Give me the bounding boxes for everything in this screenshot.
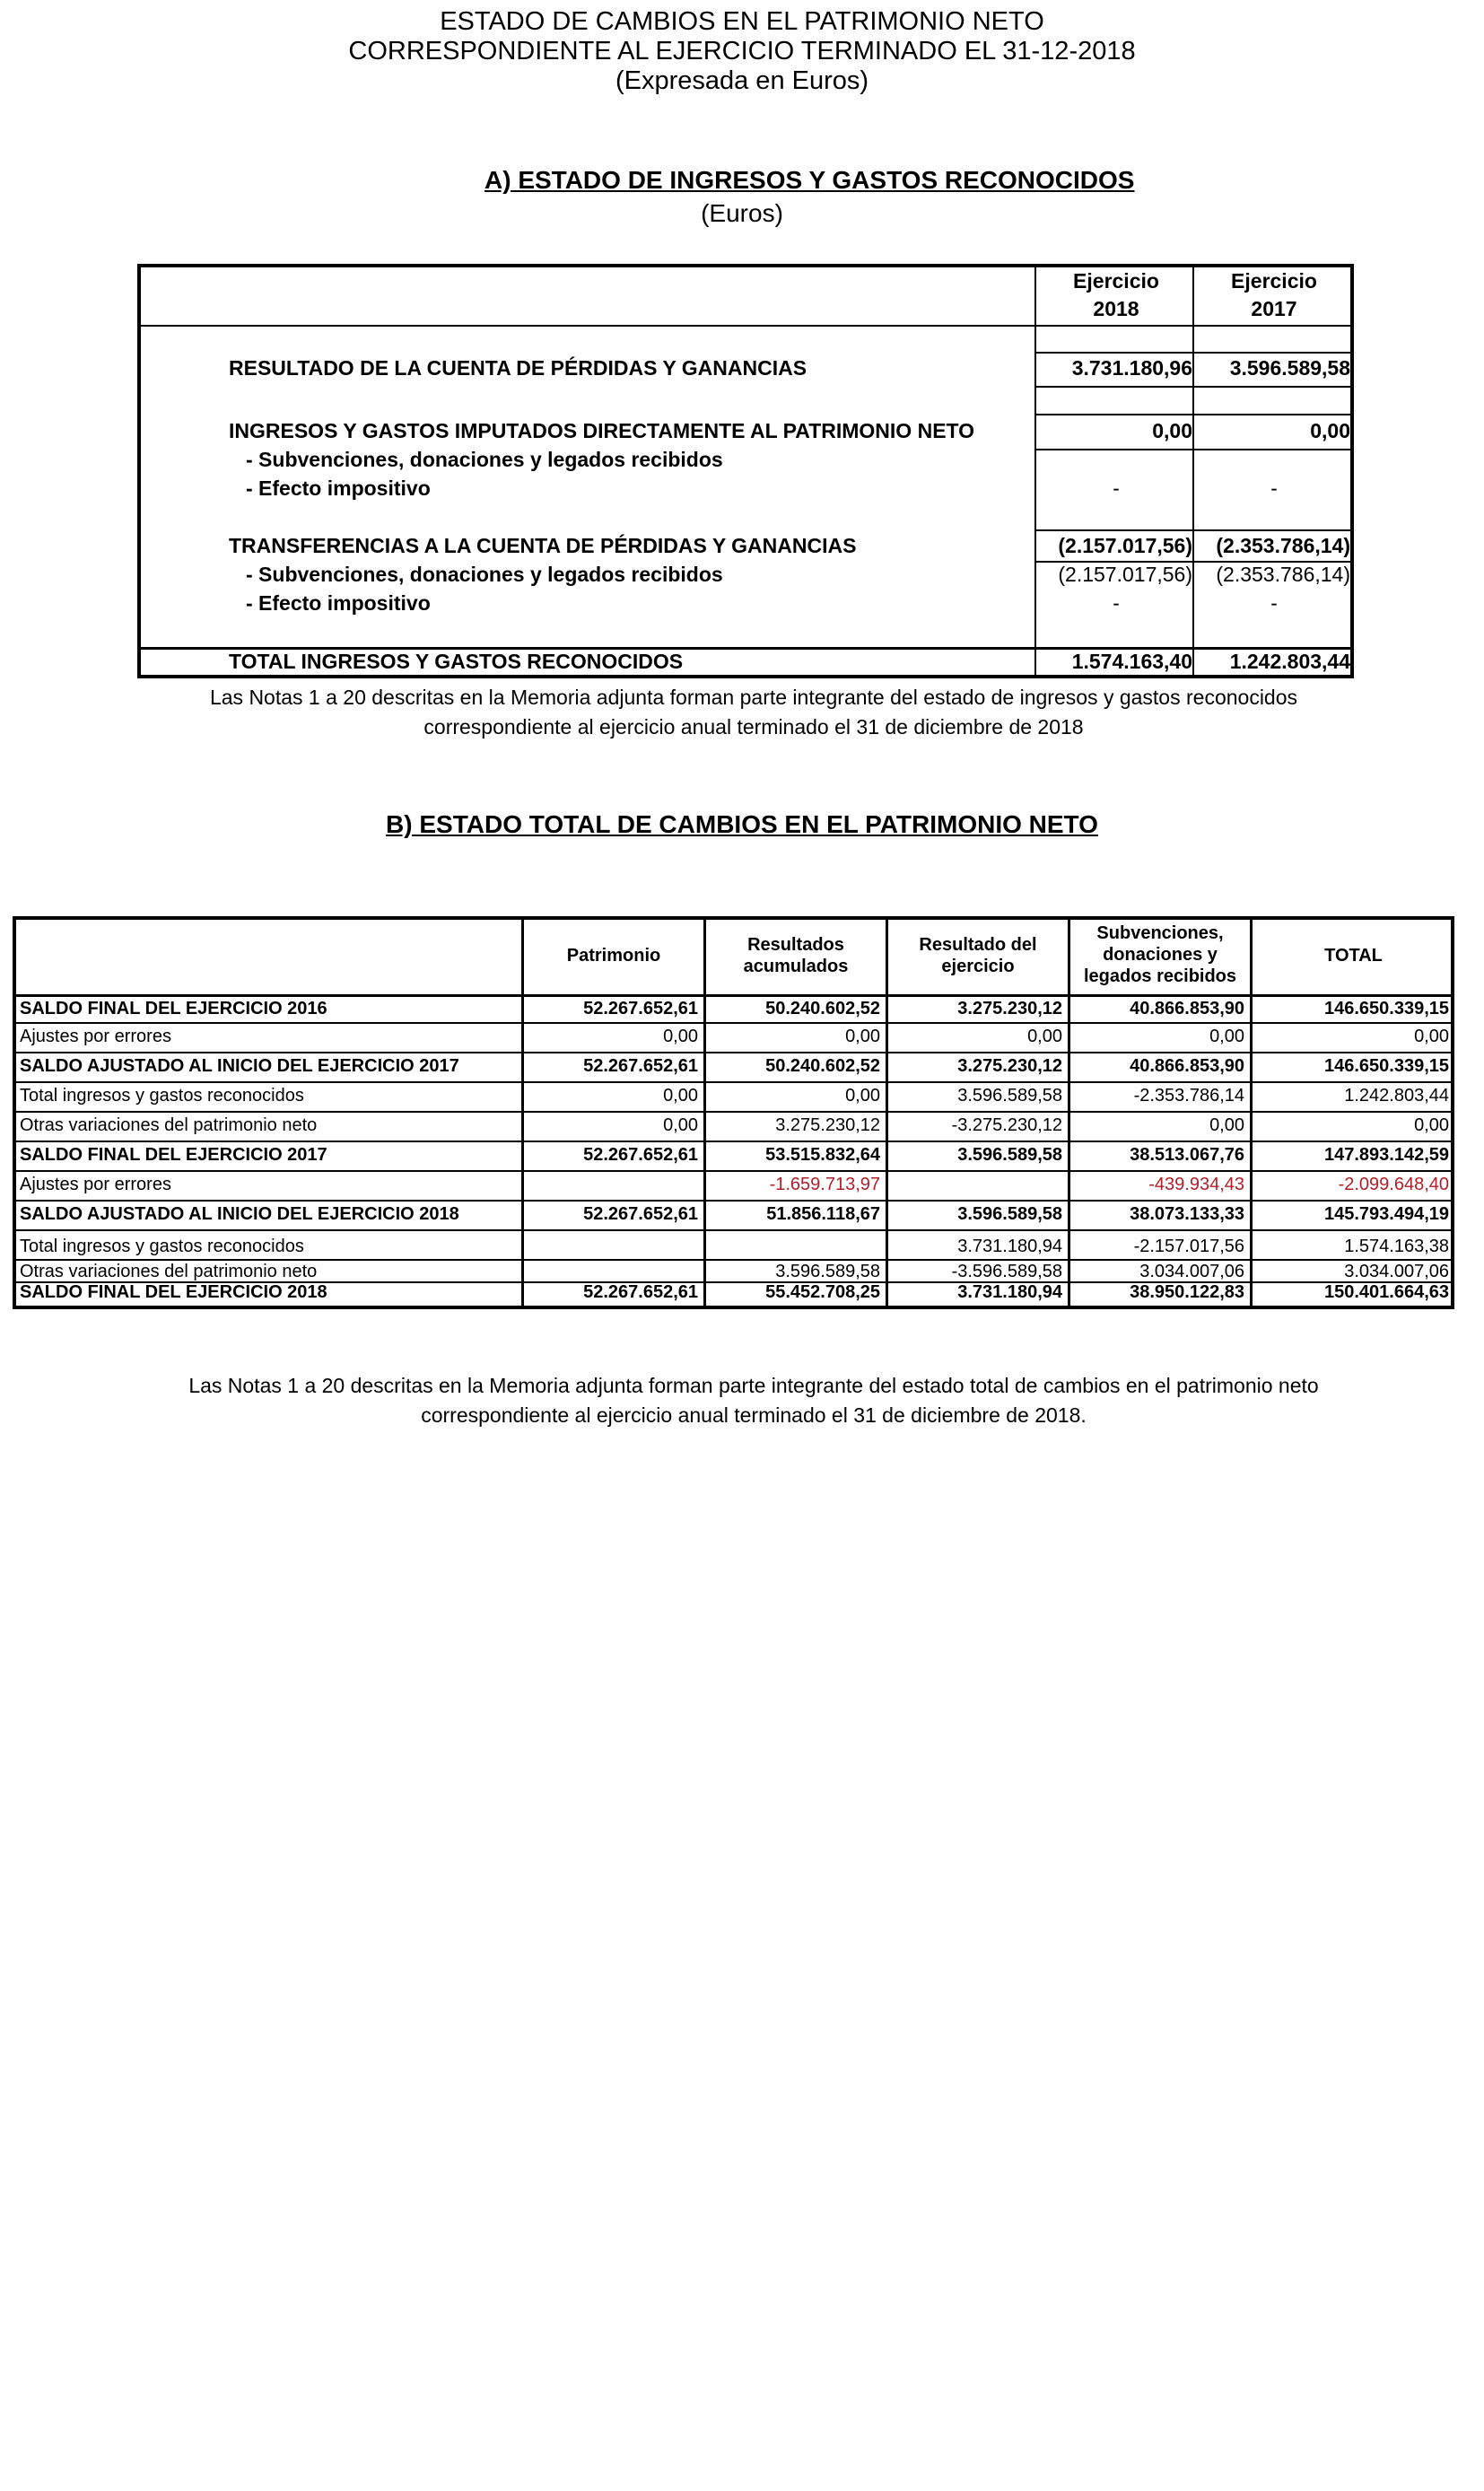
value-subv: 38.513.067,76 <box>1130 1145 1244 1165</box>
value-2017: 1.242.803,44 <box>1229 650 1350 673</box>
row-label: RESULTADO DE LA CUENTA DE PÉRDIDAS Y GANANCIAS <box>229 356 807 380</box>
row-label: Otras variaciones del patrimonio neto <box>20 1262 318 1281</box>
value-subv: 0,00 <box>1209 1115 1244 1135</box>
row-label: - Efecto impositivo <box>246 591 431 615</box>
value-patrimonio: 52.267.652,61 <box>583 1145 698 1165</box>
row-divider <box>16 1081 1451 1083</box>
value-total: 0,00 <box>1414 1027 1449 1046</box>
value-2018: 3.731.180,96 <box>1071 356 1192 380</box>
row-label: SALDO FINAL DEL EJERCICIO 2016 <box>20 999 327 1018</box>
row-divider <box>16 994 1451 997</box>
value-2017: 0,00 <box>1310 419 1350 442</box>
value-resultado: 3.596.589,58 <box>957 1204 1062 1224</box>
value-subv: -439.934,43 <box>1148 1175 1244 1194</box>
value-total: 150.401.664,63 <box>1323 1282 1449 1302</box>
value-resultados: 0,00 <box>845 1027 880 1046</box>
value-patrimonio: 52.267.652,61 <box>583 1056 698 1076</box>
row-label: SALDO FINAL DEL EJERCICIO 2018 <box>20 1282 327 1302</box>
value-2018: 0,00 <box>1152 419 1192 442</box>
row-label: Ajustes por errores <box>20 1027 171 1046</box>
value-resultado: 3.275.230,12 <box>957 999 1062 1018</box>
header-currency: (Expresada en Euros) <box>615 66 869 95</box>
row-divider <box>1034 449 1350 450</box>
income-expense-table <box>137 264 1354 678</box>
value-resultado: 3.596.589,58 <box>957 1145 1062 1165</box>
column-divider <box>703 920 706 1306</box>
value-resultados: 50.240.602,52 <box>765 999 880 1018</box>
header-title: ESTADO DE CAMBIOS EN EL PATRIMONIO NETO <box>440 7 1044 36</box>
row-label: SALDO AJUSTADO AL INICIO DEL EJERCICIO 2018 <box>20 1204 459 1224</box>
value-resultado: -3.596.589,58 <box>951 1262 1062 1281</box>
row-divider <box>16 1200 1451 1202</box>
row-label: - Efecto impositivo <box>246 476 431 500</box>
value-resultados: -1.659.713,97 <box>769 1175 880 1194</box>
row-label: SALDO FINAL DEL EJERCICIO 2017 <box>20 1145 327 1165</box>
row-divider <box>16 1111 1451 1113</box>
value-patrimonio: 52.267.652,61 <box>583 999 698 1018</box>
row-divider <box>16 1141 1451 1142</box>
section-b-note: Las Notas 1 a 20 descritas en la Memoria adjunta forman parte integrante del estado total de cambios en el patrimonio neto correspondiente al ejercicio anual terminado el 31 de diciembre de 2018. <box>188 1374 1319 1427</box>
column-header-2018: Ejercicio 2018 <box>1073 269 1159 320</box>
row-divider <box>1034 529 1350 531</box>
header-patrimonio: Patrimonio <box>566 946 661 966</box>
value-total: 146.650.339,15 <box>1323 999 1449 1018</box>
value-resultados: 0,00 <box>845 1086 880 1106</box>
section-a-note: Las Notas 1 a 20 descritas en la Memoria adjunta forman parte integrante del estado de ingresos y gastos reconocidos correspondiente al ejercicio anual terminado el 31 de diciembre de 2018 <box>209 686 1298 739</box>
value-total: 146.650.339,15 <box>1323 1056 1449 1076</box>
value-subv: -2.353.786,14 <box>1133 1086 1244 1106</box>
value-resultados: 50.240.602,52 <box>765 1056 880 1076</box>
row-divider <box>1034 414 1350 415</box>
row-divider <box>1034 386 1350 388</box>
row-divider <box>16 1229 1451 1231</box>
column-divider <box>1034 267 1036 675</box>
value-resultado: 3.731.180,94 <box>957 1237 1062 1256</box>
row-label: Otras variaciones del patrimonio neto <box>20 1115 318 1135</box>
value-resultado: 3.275.230,12 <box>957 1056 1062 1076</box>
value-2017: - <box>1270 591 1278 615</box>
row-label: TRANSFERENCIAS A LA CUENTA DE PÉRDIDAS Y GANANCIAS <box>229 534 857 557</box>
value-subv: 38.073.133,33 <box>1130 1204 1244 1224</box>
row-label: - Subvenciones, donaciones y legados recibidos <box>246 563 723 586</box>
row-divider <box>16 1170 1451 1172</box>
column-divider <box>1192 267 1194 675</box>
row-label: Total ingresos y gastos reconocidos <box>20 1086 304 1106</box>
value-subv: 3.034.007,06 <box>1139 1262 1244 1281</box>
value-total: 1.574.163,38 <box>1344 1237 1449 1256</box>
value-total: -2.099.648,40 <box>1338 1175 1449 1194</box>
value-resultado: 0,00 <box>1027 1027 1062 1046</box>
row-label: - Subvenciones, donaciones y legados recibidos <box>246 448 723 471</box>
value-resultados: 51.856.118,67 <box>766 1204 880 1224</box>
value-subv: 40.866.853,90 <box>1130 999 1244 1018</box>
row-label: INGRESOS Y GASTOS IMPUTADOS DIRECTAMENTE AL PATRIMONIO NETO <box>229 419 975 442</box>
value-total: 1.242.803,44 <box>1344 1086 1449 1106</box>
value-total: 147.893.142,59 <box>1323 1145 1449 1165</box>
value-2017: (2.353.786,14) <box>1216 534 1350 557</box>
value-2017: (2.353.786,14) <box>1216 563 1350 586</box>
row-divider <box>16 1052 1451 1053</box>
value-2017: - <box>1270 476 1278 500</box>
value-2018: 1.574.163,40 <box>1071 650 1192 673</box>
value-2018: - <box>1113 591 1120 615</box>
section-a-title: A) ESTADO DE INGRESOS Y GASTOS RECONOCIDOS <box>484 166 1135 194</box>
equity-changes-table <box>13 916 1454 1309</box>
value-patrimonio: 52.267.652,61 <box>583 1282 698 1302</box>
value-resultados: 53.515.832,64 <box>765 1145 880 1165</box>
value-total: 145.793.494,19 <box>1323 1204 1449 1224</box>
value-subv: 40.866.853,90 <box>1130 1056 1244 1076</box>
value-2018: (2.157.017,56) <box>1058 563 1192 586</box>
section-b-title: B) ESTADO TOTAL DE CAMBIOS EN EL PATRIMONIO NETO <box>386 810 1098 838</box>
row-label: Ajustes por errores <box>20 1175 171 1194</box>
value-patrimonio: 0,00 <box>663 1027 698 1046</box>
header-resultado-ejercicio: Resultado del ejercicio <box>919 935 1037 976</box>
value-subv: -2.157.017,56 <box>1133 1237 1244 1256</box>
value-resultado: -3.275.230,12 <box>951 1115 1062 1135</box>
section-a-subtitle: (Euros) <box>701 199 783 227</box>
row-divider <box>16 1022 1451 1024</box>
row-divider <box>141 325 1350 327</box>
value-resultados: 3.596.589,58 <box>775 1262 880 1281</box>
value-2018: (2.157.017,56) <box>1058 534 1192 557</box>
column-divider <box>521 920 524 1306</box>
row-label: Total ingresos y gastos reconocidos <box>20 1237 304 1256</box>
header-resultados-acumulados: Resultados acumulados <box>743 935 849 976</box>
value-resultados: 55.452.708,25 <box>765 1282 880 1302</box>
value-total: 0,00 <box>1414 1115 1449 1135</box>
header-total: TOTAL <box>1324 946 1383 966</box>
value-resultados: 3.275.230,12 <box>775 1115 880 1135</box>
value-patrimonio: 0,00 <box>663 1086 698 1106</box>
value-resultado: 3.731.180,94 <box>957 1282 1062 1302</box>
value-patrimonio: 52.267.652,61 <box>583 1204 698 1224</box>
value-resultado: 3.596.589,58 <box>957 1086 1062 1106</box>
row-label: TOTAL INGRESOS Y GASTOS RECONOCIDOS <box>229 650 684 673</box>
row-label: SALDO AJUSTADO AL INICIO DEL EJERCICIO 2017 <box>20 1056 459 1076</box>
row-divider <box>1034 352 1350 354</box>
header-subvenciones: Subvenciones, donaciones y legados recibidos <box>1083 923 1237 986</box>
value-2017: 3.596.589,58 <box>1229 356 1350 380</box>
value-2018: - <box>1113 476 1120 500</box>
document-header <box>0 7 1484 96</box>
value-subv: 0,00 <box>1209 1027 1244 1046</box>
value-patrimonio: 0,00 <box>663 1115 698 1135</box>
header-period: CORRESPONDIENTE AL EJERCICIO TERMINADO EL 31-12-2018 <box>348 37 1136 66</box>
column-header-2017: Ejercicio 2017 <box>1231 269 1317 320</box>
value-total: 3.034.007,06 <box>1344 1262 1449 1281</box>
value-subv: 38.950.122,83 <box>1130 1282 1244 1302</box>
